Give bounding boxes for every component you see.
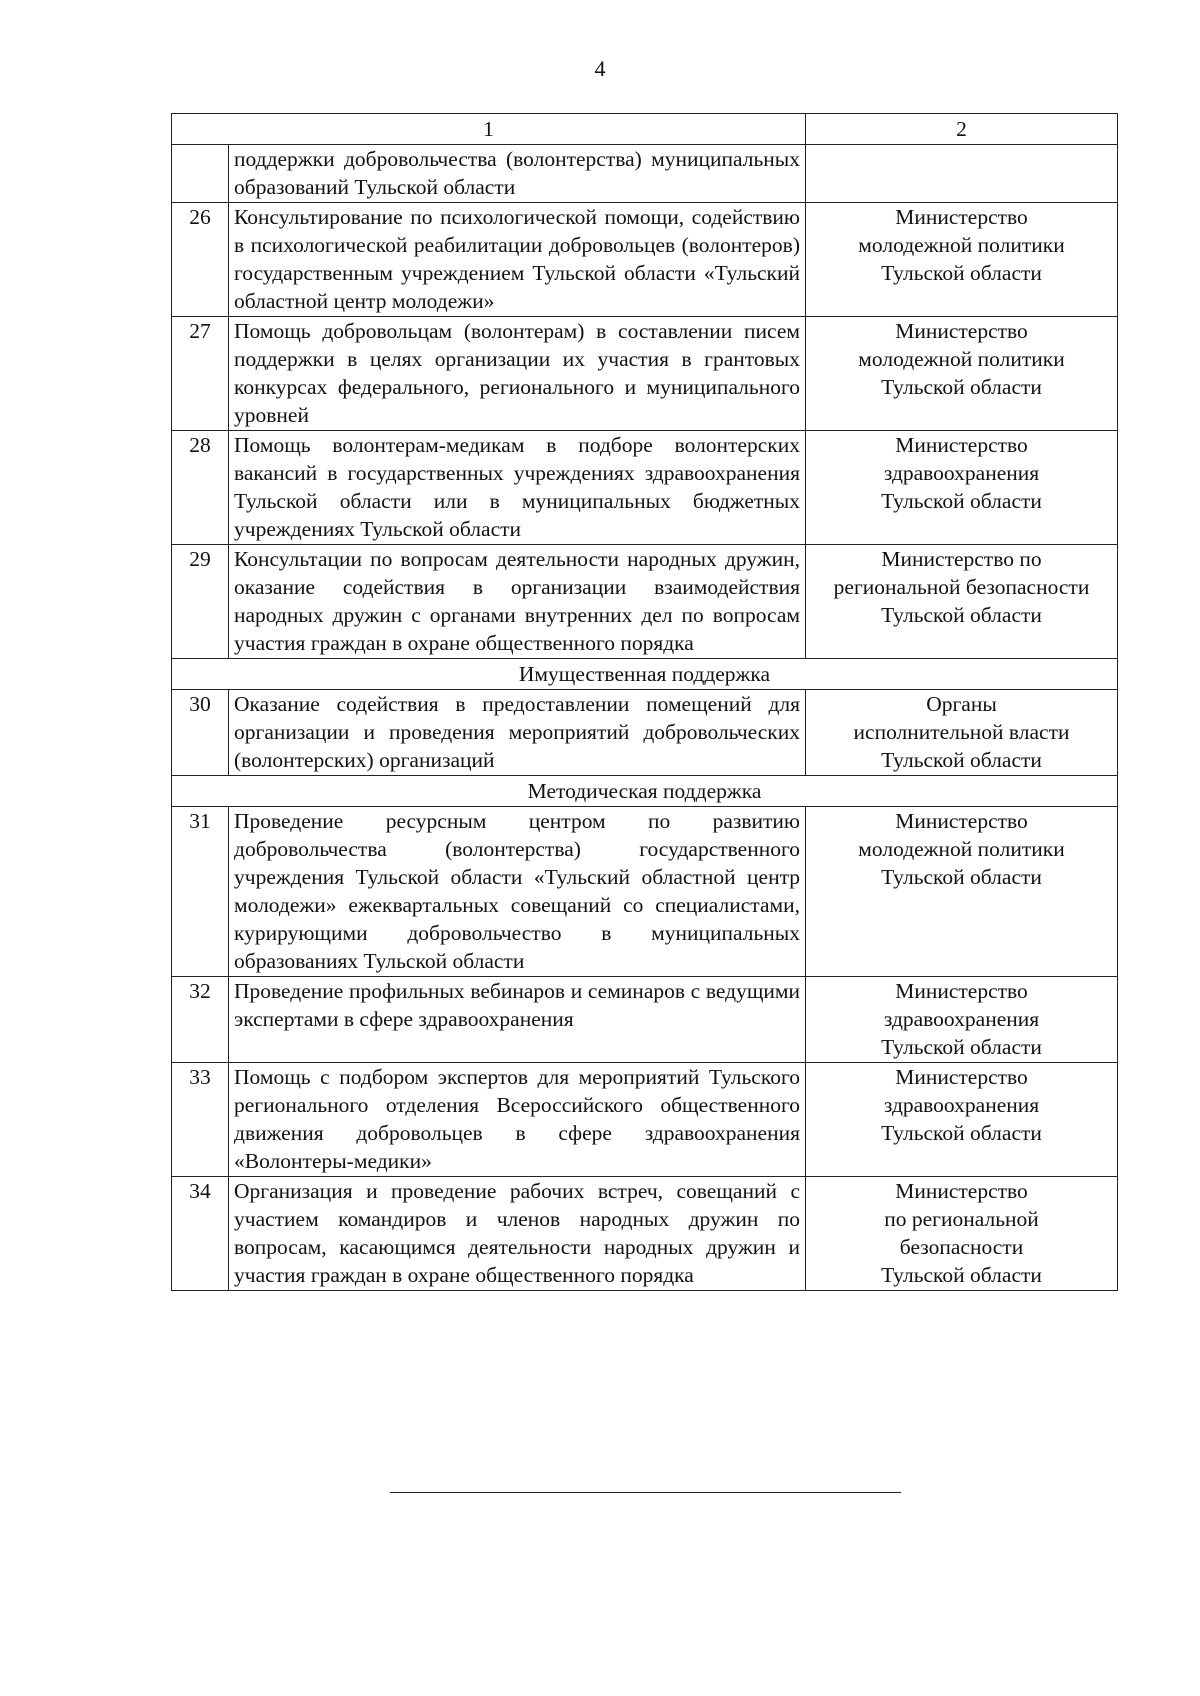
row-responsible-org (806, 977, 1118, 1063)
row-number: 26 (172, 203, 229, 317)
org-line: Тульской области (881, 261, 1042, 285)
org-line: исполнительной власти (853, 720, 1070, 744)
org-line: Тульской области (881, 1121, 1042, 1145)
row-responsible-org (806, 145, 1118, 203)
org-line: Тульской области (881, 1263, 1042, 1287)
org-line: Министерство (895, 433, 1028, 457)
table-row (172, 807, 1118, 977)
org-line: по региональной (884, 1207, 1039, 1231)
measures-table (171, 113, 1118, 1291)
row-measure-text: Помощь волонтерам-медикам в подборе волонтерских вакансий в государственных учреждениях здравоохранения Тульской области или в муниципальных бюджетных учреждениях Тульской области (229, 431, 806, 545)
row-responsible-org (806, 1177, 1118, 1291)
table-row (172, 977, 1118, 1063)
row-responsible-org (806, 1063, 1118, 1177)
row-responsible-org (806, 545, 1118, 659)
org-line: безопасности (899, 1235, 1024, 1259)
section-row-methodical-support (172, 776, 1118, 807)
table-header-row (172, 114, 1118, 145)
row-measure-text: Консультации по вопросам деятельности народных дружин, оказание содействия в организации взаимодействия народных дружин с органами внутренних дел по вопросам участия граждан в охране общественного порядка (229, 545, 806, 659)
table-row (172, 690, 1118, 776)
org-line: здравоохранения (883, 1007, 1040, 1031)
org-line: Министерство (895, 319, 1028, 343)
org-line: Тульской области (881, 375, 1042, 399)
row-number: 33 (172, 1063, 229, 1177)
row-number: 29 (172, 545, 229, 659)
row-responsible-org (806, 203, 1118, 317)
row-number: 27 (172, 317, 229, 431)
table-row-continuation (172, 145, 1118, 203)
row-measure-text: Помощь добровольцам (волонтерам) в составлении писем поддержки в целях организации их участия в грантовых конкурсах федерального, регионального и муниципального уровней (229, 317, 806, 431)
org-line: региональной безопасности (833, 575, 1090, 599)
table-row (172, 431, 1118, 545)
org-line: здравоохранения (883, 1093, 1040, 1117)
table-row (172, 1177, 1118, 1291)
org-line: Министерство по (881, 547, 1042, 571)
row-number: 30 (172, 690, 229, 776)
org-line: Министерство (895, 979, 1028, 1003)
org-line: здравоохранения (883, 461, 1040, 485)
row-responsible-org (806, 807, 1118, 977)
org-line: Тульской области (881, 489, 1042, 513)
row-responsible-org (806, 431, 1118, 545)
section-title: Методическая поддержка (172, 776, 1118, 807)
row-measure-text: Консультирование по психологической помощи, содействию в психологической реабилитации добровольцев (волонтеров) государственным учреждением Тульской области «Тульский областной центр молодежи» (229, 203, 806, 317)
row-number: 34 (172, 1177, 229, 1291)
row-measure-text: Проведение профильных вебинаров и семинаров с ведущими экспертами в сфере здравоохранения (229, 977, 806, 1063)
org-line: Органы (926, 692, 997, 716)
row-responsible-org (806, 317, 1118, 431)
row-measure-text: поддержки добровольчества (волонтерства) муниципальных образований Тульской области (229, 145, 806, 203)
row-measure-text: Проведение ресурсным центром по развитию добровольчества (волонтерства) государственного учреждения Тульской области «Тульский областной центр молодежи» ежеквартальных совещаний со специалистами, курирующими добровольчество в муниципальных образованиях Тульской области (229, 807, 806, 977)
row-responsible-org (806, 690, 1118, 776)
row-number: 28 (172, 431, 229, 545)
org-line: Министерство (895, 1179, 1028, 1203)
header-col-2: 2 (806, 114, 1118, 145)
org-line: Министерство (895, 1065, 1028, 1089)
org-line: Тульской области (881, 603, 1042, 627)
table-row (172, 203, 1118, 317)
org-line: Министерство (895, 205, 1028, 229)
section-title: Имущественная поддержка (172, 659, 1118, 690)
row-measure-text: Оказание содействия в предоставлении помещений для организации и проведения мероприятий добровольческих (волонтерских) организаций (229, 690, 806, 776)
page-number: 4 (594, 56, 606, 81)
row-number: 32 (172, 977, 229, 1063)
table-row (172, 1063, 1118, 1177)
org-line: молодежной политики (858, 837, 1065, 861)
row-measure-text: Организация и проведение рабочих встреч, совещаний с участием командиров и членов народных дружин по вопросам, касающимся деятельности народных дружин и участия граждан в охране общественного порядка (229, 1177, 806, 1291)
org-line: Тульской области (881, 1035, 1042, 1059)
org-line: Тульской области (881, 865, 1042, 889)
section-row-property-support (172, 659, 1118, 690)
table-row (172, 317, 1118, 431)
end-of-document-rule (390, 1492, 901, 1493)
org-line: Тульской области (881, 748, 1042, 772)
header-col-1: 1 (172, 114, 806, 145)
org-line: молодежной политики (858, 347, 1065, 371)
row-number: 31 (172, 807, 229, 977)
org-line: молодежной политики (858, 233, 1065, 257)
table-row (172, 545, 1118, 659)
row-number (172, 145, 229, 203)
org-line: Министерство (895, 809, 1028, 833)
row-measure-text: Помощь с подбором экспертов для мероприятий Тульского регионального отделения Всероссийского общественного движения добровольцев в сфере здравоохранения «Волонтеры-медики» (229, 1063, 806, 1177)
